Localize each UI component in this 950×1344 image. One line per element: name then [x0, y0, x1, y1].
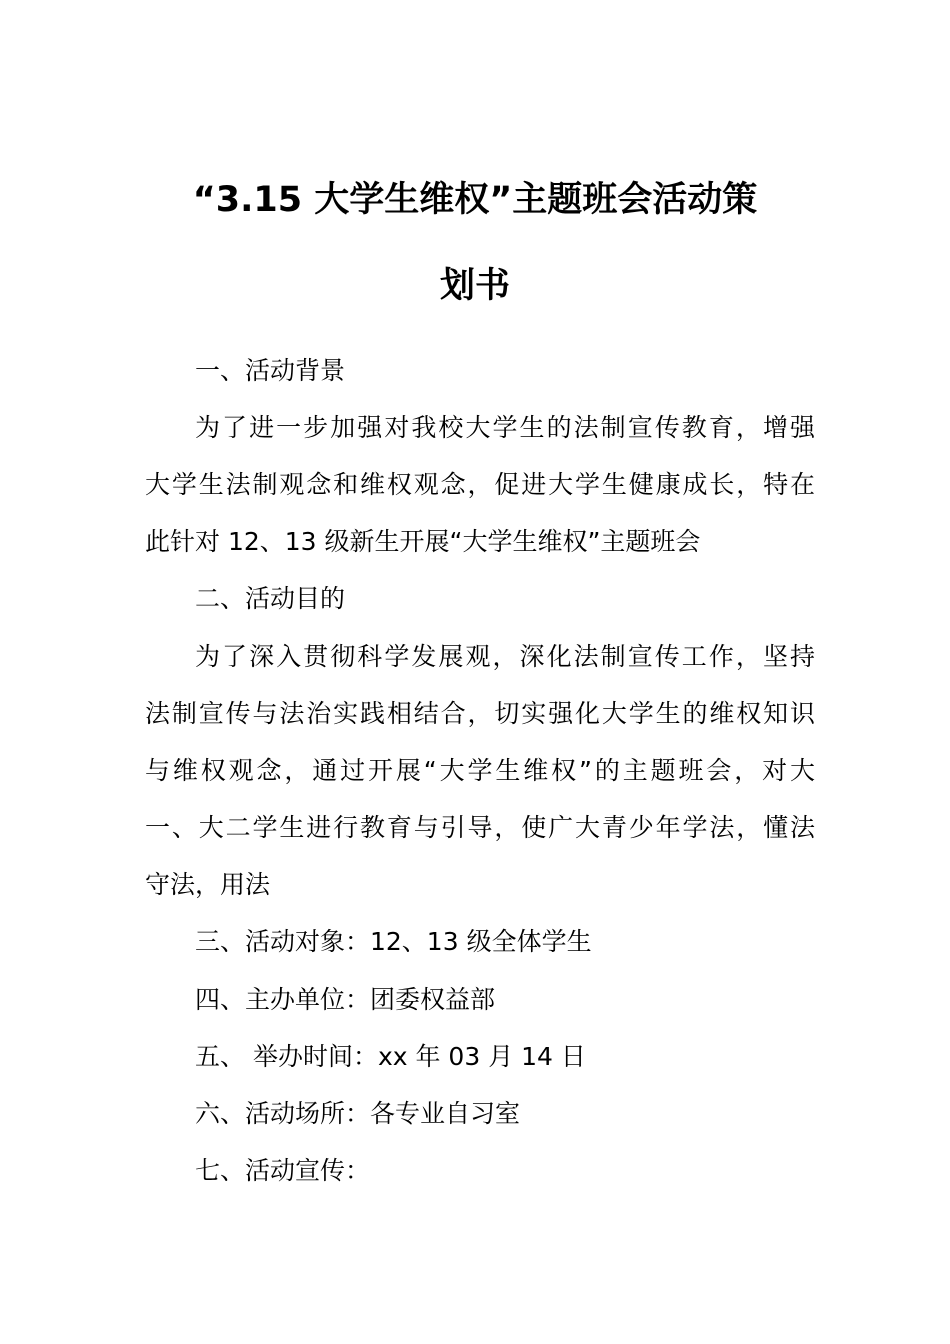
item-publicity: 七、活动宣传：	[195, 1156, 371, 1185]
item-audience: 三、活动对象：12、13 级全体学生	[195, 927, 592, 956]
paragraph-line: 与维权观念，通过开展“大学生维权”的主题班会，对大	[145, 756, 815, 785]
paragraph-line: 守法，用法	[145, 870, 271, 899]
item-time: 五、 举办时间：xx 年 03 月 14 日	[195, 1042, 586, 1071]
document-title-line-2: 划书	[439, 266, 510, 306]
paragraph-line: 法制宣传与法治实践相结合，切实强化大学生的维权知识	[145, 699, 815, 728]
paragraph-line: 大学生法制观念和维权观念，促进大学生健康成长，特在	[145, 470, 815, 499]
paragraph-line: 为了进一步加强对我校大学生的法制宣传教育，增强	[195, 413, 815, 442]
item-organizer: 四、主办单位：团委权益部	[195, 985, 496, 1014]
paragraph-line: 为了深入贯彻科学发展观，深化法制宣传工作，坚持	[195, 642, 815, 671]
paragraph-line: 此针对 12、13 级新生开展“大学生维权”主题班会	[145, 527, 701, 556]
section-heading-background: 一、活动背景	[195, 356, 346, 385]
item-venue: 六、活动场所：各专业自习室	[195, 1099, 521, 1128]
document-title-line-1: “3.15 大学生维权”主题班会活动策	[192, 180, 758, 220]
paragraph-line: 一、大二学生进行教育与引导，使广大青少年学法，懂法	[145, 813, 815, 842]
section-heading-purpose: 二、活动目的	[195, 584, 346, 613]
